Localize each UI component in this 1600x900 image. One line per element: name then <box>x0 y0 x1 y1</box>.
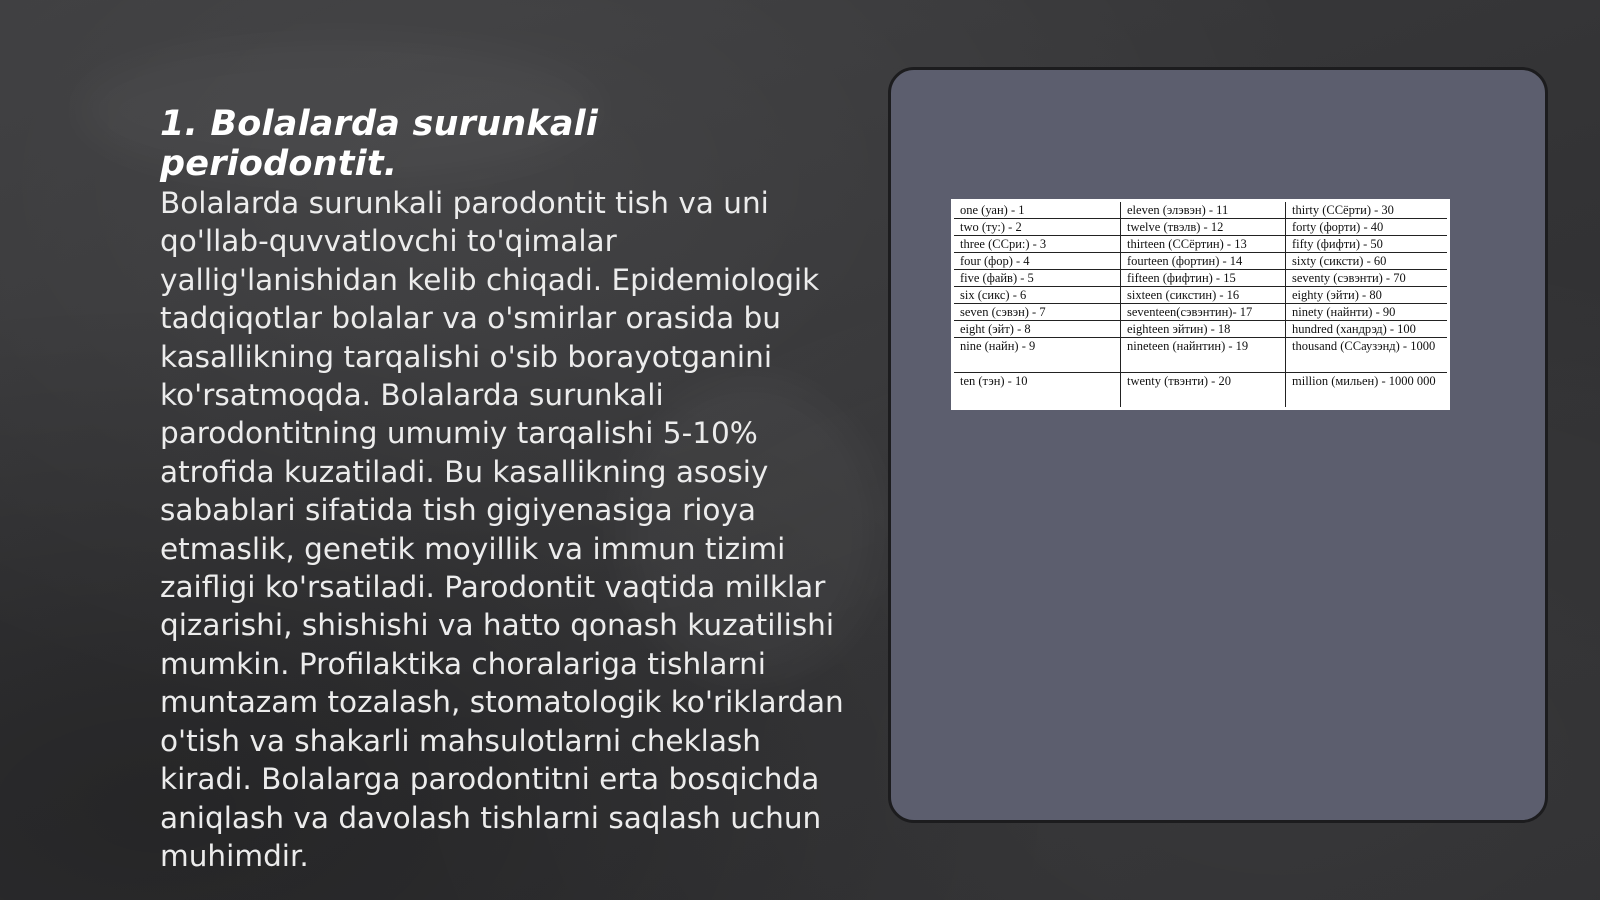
table-cell: nineteen (найнтин) - 19 <box>1121 338 1286 373</box>
table-cell: nine (найн) - 9 <box>953 338 1121 373</box>
image-panel <box>888 67 1548 823</box>
table-cell: sixty (сиксти) - 60 <box>1286 253 1449 270</box>
table-cell: hundred (хандрэд) - 100 <box>1286 321 1449 338</box>
table-row <box>953 270 1449 287</box>
table-row <box>953 287 1449 304</box>
table-cell: million (мильен) - 1000 000 <box>1286 373 1449 409</box>
table-row <box>953 236 1449 253</box>
table-cell: fifteen (фифтин) - 15 <box>1121 270 1286 287</box>
table-row <box>953 373 1449 409</box>
table-cell: seventeen(сэвэнтин)- 17 <box>1121 304 1286 321</box>
table-cell: one (уан) - 1 <box>953 201 1121 219</box>
table-row <box>953 304 1449 321</box>
table-cell: thousand (ССаузэнд) - 1000 <box>1286 338 1449 373</box>
numbers-table <box>951 199 1450 410</box>
table-cell: eleven (элэвэн) - 11 <box>1121 201 1286 219</box>
table-cell: thirty (ССёрти) - 30 <box>1286 201 1449 219</box>
table-cell: seventy (сэвэнти) - 70 <box>1286 270 1449 287</box>
table-cell: four (фор) - 4 <box>953 253 1121 270</box>
table-cell: eighty (эйти) - 80 <box>1286 287 1449 304</box>
table-cell: seven (сэвэн) - 7 <box>953 304 1121 321</box>
table-row <box>953 201 1449 219</box>
table-cell: ten (тэн) - 10 <box>953 373 1121 409</box>
table-cell: fifty (фифти) - 50 <box>1286 236 1449 253</box>
table-cell: five (файв) - 5 <box>953 270 1121 287</box>
table-row <box>953 253 1449 270</box>
table-cell: three (ССри:) - 3 <box>953 236 1121 253</box>
table-cell: thirteen (ССёртин) - 13 <box>1121 236 1286 253</box>
numbers-table-body <box>953 201 1449 409</box>
table-cell: twenty (твэнти) - 20 <box>1121 373 1286 409</box>
table-cell: ninety (найнти) - 90 <box>1286 304 1449 321</box>
table-cell: eighteen эйтин) - 18 <box>1121 321 1286 338</box>
table-cell: fourteen (фортин) - 14 <box>1121 253 1286 270</box>
table-row <box>953 338 1449 373</box>
table-cell: sixteen (сикстин) - 16 <box>1121 287 1286 304</box>
slide-body-text: Bolalarda surunkali parodontit tish va uni qo'llab-quvvatlovchi to'qimalar yallig'lanishidan kelib chiqadi. Epidemiologik tadqiqotlar bolalar va o'smirlar orasida bu kasallikning tarqalishi o'sib borayotganini ko'rsatmoqda. Bolalarda surunkali parodontitning umumiy tarqalishi 5-10% atrofida kuzatiladi. Bu kasallikning asosiy sabablari sifatida tish gigiyenasiga rioya etmaslik, genetik moyillik va immun tizimi zaifligi ko'rsatiladi. Parodontit vaqtida milklar qizarishi, shishishi va hatto qonash kuzatilishi mumkin. Profilaktika choralariga tishlarni muntazam tozalash, stomatologik ko'riklardan o'tish va shakarli mahsulotlarni cheklash kiradi. Bolalarga parodontitni erta bosqichda aniqlash va davolash tishlarni saqlash uchun muhimdir. <box>160 186 844 873</box>
table-cell: eight (эйт) - 8 <box>953 321 1121 338</box>
table-row <box>953 219 1449 236</box>
table-row <box>953 321 1449 338</box>
table-cell: two (ту:) - 2 <box>953 219 1121 236</box>
table-cell: forty (форти) - 40 <box>1286 219 1449 236</box>
table-cell: twelve (твэлв) - 12 <box>1121 219 1286 236</box>
table-cell: six (сикс) - 6 <box>953 287 1121 304</box>
slide-title: 1. Bolalarda surunkali periodontit. <box>160 104 599 184</box>
